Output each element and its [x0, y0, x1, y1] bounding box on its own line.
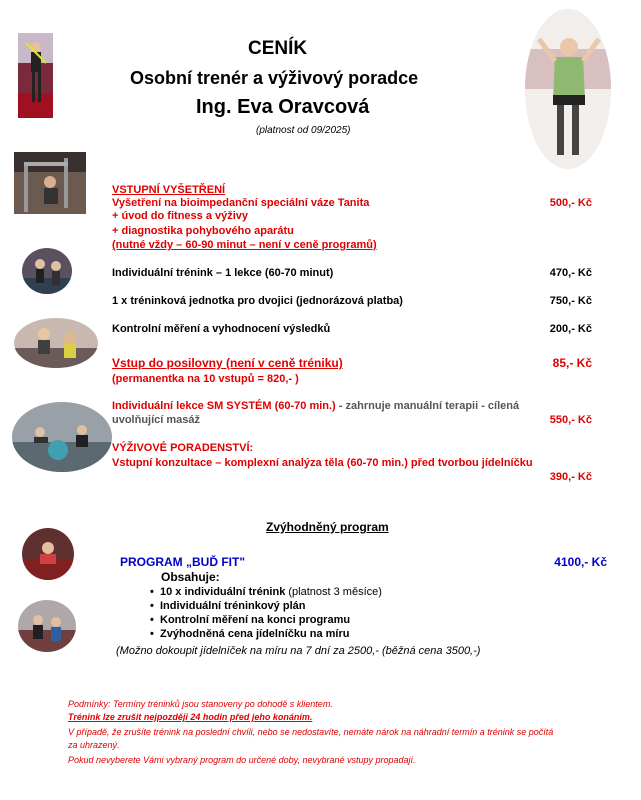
gym-entry-price: 85,- Kč — [552, 356, 592, 370]
footer-conditions: Podmínky: Termíny tréninků jsou stanoveny po dohodě s klientem. — [68, 699, 333, 709]
gym-entry-label: Vstup do posilovny (není v ceně tréniku) — [112, 356, 343, 370]
program-price: 4100,- Kč — [554, 555, 607, 569]
page-title: CENÍK — [248, 38, 308, 59]
footer-expiry: Pokud nevyberete Vámi vybraný program do určené doby, nevybrané vstupy propadají. — [68, 755, 416, 765]
pair-training-price: 750,- Kč — [549, 295, 592, 307]
gym-entry-note: (permanentka na 10 vstupů = 820,- ) — [112, 373, 299, 385]
photo-gym-equipment — [14, 152, 86, 214]
photo-training-2 — [14, 318, 98, 368]
program-section-title: Zvýhodněný program — [266, 520, 389, 534]
photo-trainer-portrait — [525, 9, 611, 169]
program-note: (Možno dokoupit jídelníček na míru na 7 dní za 2500,- (běžná cena 3500,-) — [116, 645, 481, 657]
entry-line-3: + diagnostika pohybového aparátu — [112, 225, 294, 237]
photo-program-2 — [18, 600, 76, 652]
photo-training-1 — [22, 248, 72, 294]
entry-price: 500,- Kč — [549, 197, 592, 209]
photo-trainer-gym — [18, 33, 53, 118]
control-measurement-label: Kontrolní měření a vyhodnocení výsledků — [112, 323, 331, 335]
sm-system-extra: - zahrnuje manuální terapii - cílená — [335, 400, 520, 412]
individual-training-price: 470,- Kč — [549, 267, 592, 279]
program-name: PROGRAM „BUĎ FIT" — [120, 555, 246, 569]
entry-heading: VSTUPNÍ VYŠETŘENÍ — [112, 184, 226, 196]
nutrition-price: 390,- Kč — [549, 471, 592, 483]
program-item-1: • 10 x individuální trénink (platnost 3 měsíce) — [150, 586, 382, 599]
footer-late-cancel-1: V případě, že zrušíte trénink na poslední chvíli, nebo se nedostavíte, nemáte nárok na náhradní termín a trénink se počítá — [68, 727, 554, 737]
individual-training-label: Individuální trénink – 1 lekce (60-70 minut) — [112, 267, 334, 279]
photo-training-3 — [12, 402, 112, 472]
footer-late-cancel-2: za uhrazený. — [68, 740, 120, 750]
pair-training-label: 1 x tréninková jednotka pro dvojici (jednorázová platba) — [112, 295, 403, 307]
sm-system-label: Individuální lekce SM SYSTÉM (60-70 min.) — [112, 400, 336, 412]
program-item-2: • Individuální tréninkový plán — [150, 600, 382, 613]
program-contains: Obsahuje: — [161, 570, 220, 584]
nutrition-label: Vstupní konzultace – komplexní analýza těla (60-70 min.) před tvorbou jídelníčku — [112, 457, 533, 469]
page-subtitle: Osobní trenér a výživový poradce — [130, 68, 419, 88]
nutrition-heading: VÝŽIVOVÉ PORADENSTVÍ: — [112, 442, 254, 454]
sm-system-line-2: uvolňující masáž — [112, 414, 201, 426]
validity-note: (platnost od 09/2025) — [256, 125, 351, 136]
trainer-name: Ing. Eva Oravcová — [196, 96, 370, 118]
control-measurement-price: 200,- Kč — [549, 323, 592, 335]
entry-line-1: Vyšetření na bioimpedanční speciální váze Tanita — [112, 197, 370, 209]
entry-note: (nutné vždy – 60-90 minut – není v ceně programů) — [112, 239, 377, 251]
sm-system-line-1 — [112, 400, 519, 413]
entry-line-2: + úvod do fitness a výživy — [112, 210, 249, 222]
program-item-3: • Kontrolní měření na konci programu — [150, 614, 382, 627]
photo-program-1 — [22, 528, 74, 580]
sm-system-price: 550,- Kč — [549, 414, 592, 426]
program-items — [150, 586, 382, 641]
program-item-4: • Zvýhodněná cena jídelníčku na míru — [150, 628, 382, 641]
footer-cancellation: Trénink lze zrušit nejpozději 24 hodin před jeho konáním. — [68, 712, 313, 722]
